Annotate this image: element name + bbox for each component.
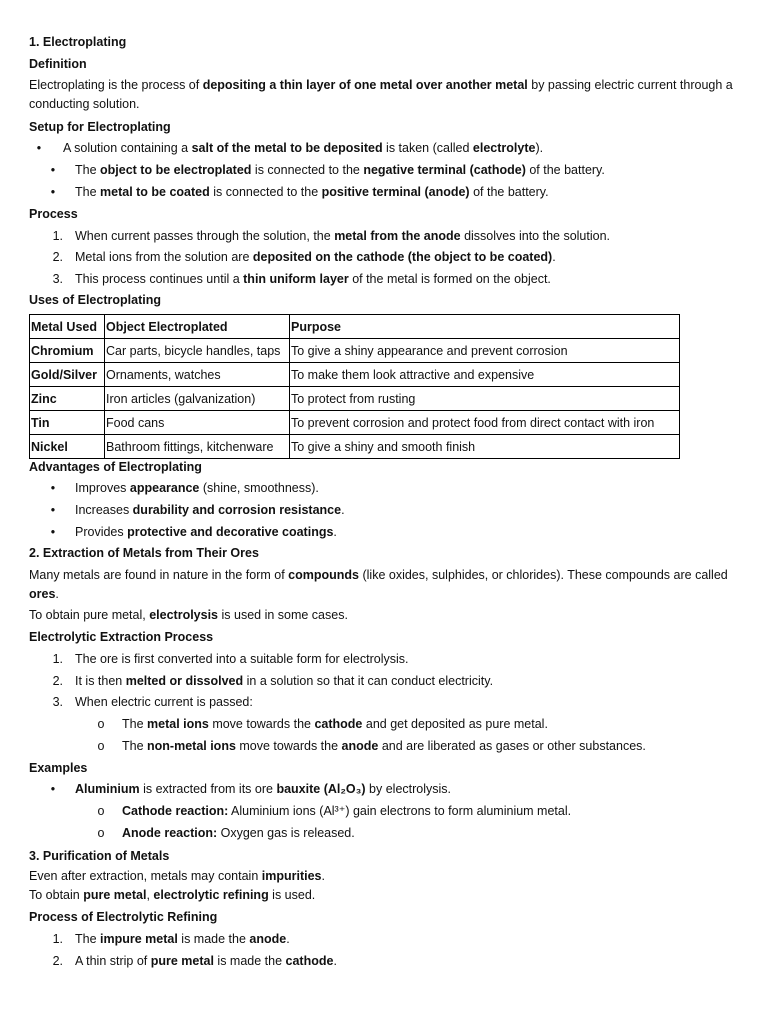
bold-text: Aluminium [75,782,140,796]
text: This process continues until a [75,272,244,286]
table-row [30,339,680,363]
text: and get deposited as pure metal. [362,717,548,731]
bold-text: metal to be coated [100,185,210,199]
text: Provides [75,525,128,539]
text: A thin strip of [75,954,151,968]
text: Metal ions from the solution are [75,250,253,264]
text: Even after extraction, metals may contain [29,869,262,883]
table-cell: To give a shiny appearance and prevent corrosion [290,339,680,363]
bold-text: Anode reaction: [122,826,218,840]
list-number: 3. [52,695,63,709]
bold-text: anode [249,932,287,946]
text: Increases [75,503,133,517]
text: ). [535,141,544,155]
table-cell: Chromium [30,339,105,363]
table-cell: Ornaments, watches [105,363,290,387]
bold-text: metal ions [147,717,209,731]
bold-text: deposited on the cathode (the object to be coated) [252,250,553,264]
text: When electric current is passed: [75,695,253,709]
text: is used. [268,888,316,902]
bold-text: protective and decorative coatings [127,525,334,539]
text: . [55,587,59,601]
bold-text: appearance [129,481,200,495]
definition-heading: Definition [29,57,87,71]
text: is taken (called [382,141,473,155]
list-number: 3. [52,272,63,286]
extraction-item-text [75,674,493,689]
bold-text: metal from the anode [334,229,461,243]
bullet-marker: • [50,782,56,796]
bold-text: electrolytic refining [153,888,269,902]
table-cell: Zinc [30,387,105,411]
bold-text: pure metal [150,954,214,968]
bold-text: electrolysis [149,608,219,622]
text: . [333,954,337,968]
section-2-title: 2. Extraction of Metals from Their Ores [29,546,259,560]
bold-text: depositing a thin layer of one metal over another metal [202,78,528,92]
list-number: 2. [52,250,63,264]
refining-item-text [75,932,290,947]
extraction-item-text [75,652,408,667]
column-header: Object Electroplated [105,315,290,339]
text: is connected to the [209,185,322,199]
bold-text: ores [29,587,56,601]
text: The [75,185,101,199]
text: by electrolysis. [365,782,452,796]
advantage-item-text [75,481,319,496]
process-item-text [75,250,556,265]
bold-text: anode [341,739,379,753]
section-1-title: 1. Electroplating [29,35,127,49]
table-cell: Tin [30,411,105,435]
text: by passing electric current through a conducting solution. [29,78,733,111]
column-header: Metal Used [30,315,105,339]
text: The ore is first converted into a suitable form for electrolysis. [75,652,409,666]
extraction-item-text [75,695,253,710]
table-row [30,387,680,411]
text: . [321,869,325,883]
setup-item-text [75,163,605,178]
examples-heading: Examples [29,761,88,775]
table-cell: Food cans [105,411,290,435]
text: When current passes through the solution, the [75,229,335,243]
refining-heading: Process of Electrolytic Refining [29,910,218,924]
bullet-marker: • [50,163,56,177]
list-number: 1. [52,652,63,666]
text: is made the [177,932,250,946]
bold-text: object to be electroplated [100,163,252,177]
text: , [146,888,154,902]
text: It is then [75,674,126,688]
table-row [30,411,680,435]
bold-text: pure metal [83,888,147,902]
example-subitem-text [122,826,355,841]
text: . [286,932,290,946]
bold-text: salt of the metal to be deposited [191,141,383,155]
bold-text: cathode [314,717,363,731]
text: move towards the [235,739,342,753]
bullet-marker: • [50,185,56,199]
text: in a solution so that it can conduct electricity. [243,674,494,688]
text: is connected to the [251,163,364,177]
bold-text: impure metal [100,932,178,946]
bold-text: durability and corrosion resistance [132,503,342,517]
bullet-marker: • [50,525,56,539]
text: To obtain [29,888,84,902]
list-number: 1. [52,229,63,243]
section-3-line [29,869,325,884]
list-number: 2. [52,674,63,688]
table-cell: To prevent corrosion and protect food from direct contact with iron [290,411,680,435]
text: The [122,717,148,731]
text: Aluminium ions (Al³⁺) gain electrons to form aluminium metal. [228,804,572,818]
table-cell: To protect from rusting [290,387,680,411]
text: To obtain pure metal, [29,608,150,622]
bold-text: thin uniform layer [243,272,349,286]
table-cell: Gold/Silver [30,363,105,387]
bold-text: positive terminal (anode) [321,185,470,199]
column-header: Purpose [290,315,680,339]
text: Electroplating is the process of [29,78,203,92]
process-heading: Process [29,207,78,221]
text: move towards the [208,717,315,731]
advantages-heading: Advantages of Electroplating [29,460,202,474]
text: (shine, smoothness). [199,481,319,495]
bullet-marker: • [36,141,42,155]
process-item-text [75,229,610,244]
list-number: 1. [52,932,63,946]
table-cell: Iron articles (galvanization) [105,387,290,411]
text: Oxygen gas is released. [217,826,355,840]
bold-text: negative terminal (cathode) [363,163,526,177]
advantage-item-text [75,525,337,540]
example-subitem-text [122,804,571,819]
text: and are liberated as gases or other substances. [378,739,646,753]
bold-text: electrolyte [472,141,536,155]
circle-marker: o [97,826,105,840]
text: A solution containing a [63,141,192,155]
bold-text: Cathode reaction: [122,804,229,818]
section-3-line [29,888,315,903]
table-cell: Nickel [30,435,105,459]
bullet-marker: • [50,481,56,495]
text: . [341,503,345,517]
refining-item-text [75,954,337,969]
bold-text: cathode [285,954,334,968]
setup-heading: Setup for Electroplating [29,120,171,134]
text: of the battery. [525,163,605,177]
uses-table [29,314,680,459]
text: of the battery. [469,185,549,199]
advantage-item-text [75,503,345,518]
text: is used in some cases. [218,608,348,622]
table-cell: Car parts, bicycle handles, taps [105,339,290,363]
list-number: 2. [52,954,63,968]
extraction-process-heading: Electrolytic Extraction Process [29,630,214,644]
section-3-title: 3. Purification of Metals [29,849,170,863]
bold-text: non-metal ions [147,739,236,753]
table-cell: To make them look attractive and expensive [290,363,680,387]
text: The [75,932,101,946]
table-cell: Bathroom fittings, kitchenware [105,435,290,459]
bold-text: bauxite (Al₂O₃) [276,782,366,796]
text: Many metals are found in nature in the form of [29,568,289,582]
extraction-subitem-text [122,739,646,754]
text: Improves [75,481,130,495]
section-2-obtain [29,608,348,623]
text: The [122,739,148,753]
bold-text: melted or dissolved [125,674,244,688]
table-row [30,435,680,459]
section-2-intro [29,566,741,604]
bold-text: impurities [261,869,322,883]
text: . [333,525,337,539]
circle-marker: o [97,739,105,753]
text: dissolves into the solution. [460,229,610,243]
example-item-text [75,782,451,797]
table-header-row [30,315,680,339]
uses-heading: Uses of Electroplating [29,293,161,307]
text: . [552,250,556,264]
circle-marker: o [97,717,105,731]
extraction-subitem-text [122,717,548,732]
process-item-text [75,272,551,287]
bullet-marker: • [50,503,56,517]
setup-item-text [75,185,549,200]
text: is extracted from its ore [139,782,277,796]
text: of the metal is formed on the object. [348,272,551,286]
setup-item-text [63,141,543,156]
text: (like oxides, sulphides, or chlorides). These compounds are called [359,568,728,582]
table-row [30,363,680,387]
text: is made the [213,954,286,968]
definition-text [29,76,741,114]
table-cell: To give a shiny and smooth finish [290,435,680,459]
circle-marker: o [97,804,105,818]
text: The [75,163,101,177]
bold-text: compounds [288,568,360,582]
